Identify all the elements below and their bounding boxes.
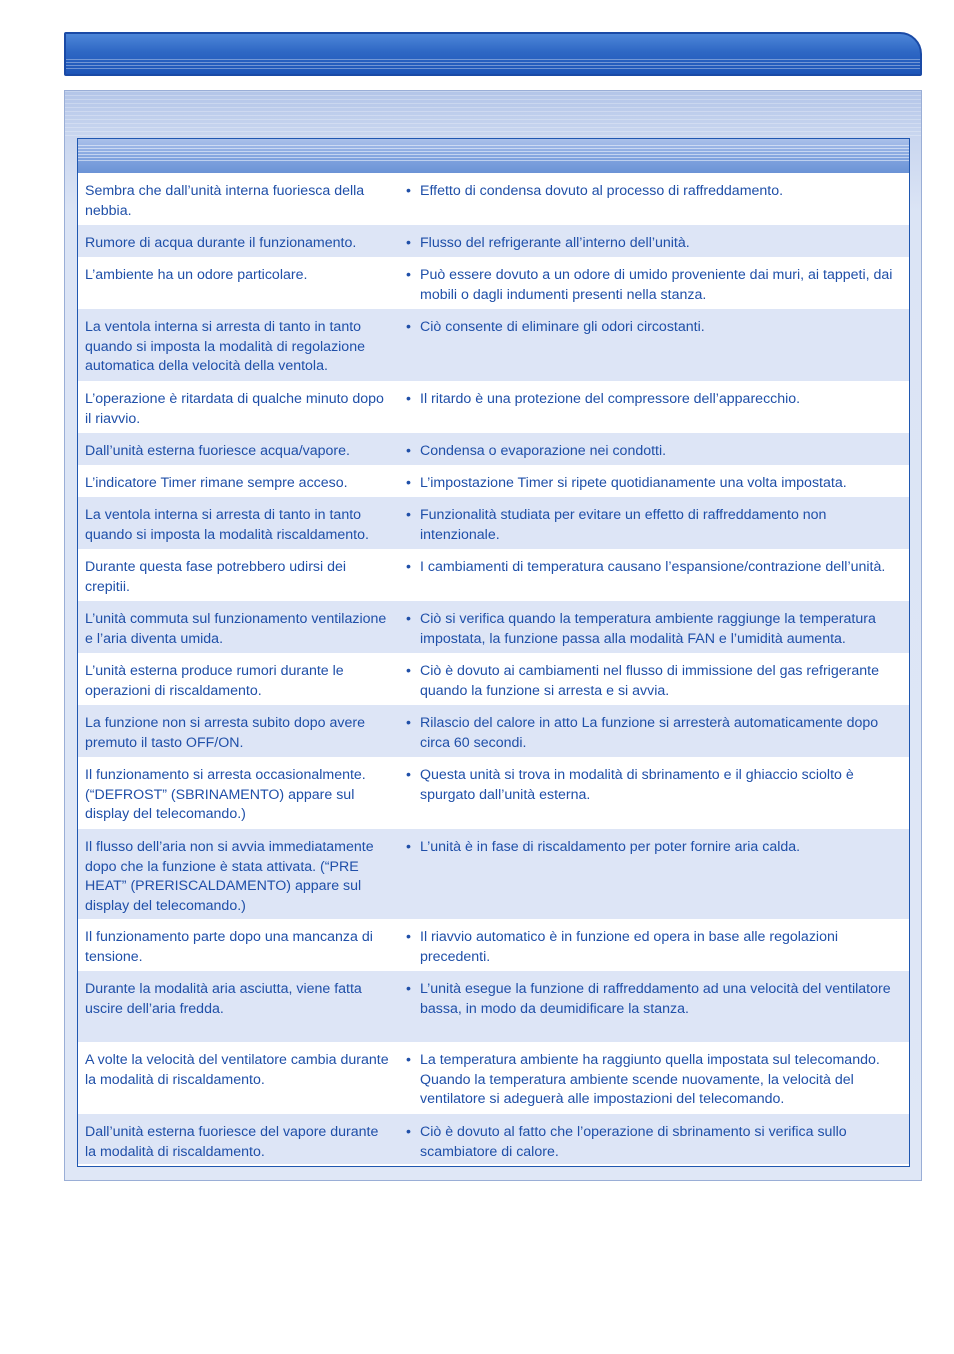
table-row	[78, 971, 909, 1042]
table-header-stripes	[78, 145, 909, 163]
table-row	[78, 1114, 909, 1164]
cause-text: L’impostazione Timer si ripete quotidianamente una volta impostata.	[420, 475, 847, 491]
table-row	[78, 1042, 909, 1114]
bullet-icon: •	[406, 1124, 411, 1140]
bullet-icon: •	[406, 183, 411, 199]
table-row	[78, 225, 909, 257]
cause-text: Flusso del refrigerante all’interno dell’unità.	[420, 235, 690, 251]
table-header	[78, 139, 909, 173]
table-row	[78, 381, 909, 433]
bullet-icon: •	[406, 391, 411, 407]
symptom-text: Durante questa fase potrebbero udirsi dei crepitii.	[85, 559, 347, 595]
symptom-text: Il funzionamento si arresta occasionalmente. (“DEFROST” (SBRINAMENTO) appare sul display del telecomando.)	[85, 767, 366, 822]
cause-text: Questa unità si trova in modalità di sbrinamento e il ghiaccio sciolto è spurgato dall’unità esterna.	[420, 767, 854, 803]
symptom-text: Dall’unità esterna fuoriesce del vapore durante la modalità di riscaldamento.	[85, 1124, 379, 1160]
symptom-text: L’unità esterna produce rumori durante le operazioni di riscaldamento.	[85, 663, 344, 699]
table-row	[78, 919, 909, 971]
table-row	[78, 549, 909, 601]
symptom-text: La funzione non si arresta subito dopo avere premuto il tasto OFF/ON.	[85, 715, 365, 751]
table-row	[78, 309, 909, 381]
bullet-icon: •	[406, 611, 411, 627]
table-row	[78, 829, 909, 919]
cause-text: L’unità è in fase di riscaldamento per poter fornire aria calda.	[420, 839, 801, 855]
bullet-icon: •	[406, 319, 411, 335]
table-row	[78, 601, 909, 653]
bullet-icon: •	[406, 559, 411, 575]
table-rows	[78, 173, 909, 1164]
symptom-text: L’operazione è ritardata di qualche minuto dopo il riavvio.	[85, 391, 384, 427]
troubleshooting-table	[77, 138, 910, 1167]
cause-text: Ciò si verifica quando la temperatura ambiente raggiunge la temperatura impostata, la funzione passa alla modalità FAN e l’umidità aumenta.	[420, 611, 876, 647]
bullet-icon: •	[406, 475, 411, 491]
panel-stripes	[65, 91, 921, 137]
cause-text: Ciò è dovuto al fatto che l’operazione di sbrinamento si verifica sullo scambiatore di calore.	[420, 1124, 847, 1160]
cause-text: Funzionalità studiata per evitare un effetto di raffreddamento non intenzionale.	[420, 507, 827, 543]
bullet-icon: •	[406, 929, 411, 945]
symptom-text: Durante la modalità aria asciutta, viene fatta uscire dell’aria fredda.	[85, 981, 362, 1017]
symptom-text: L’unità commuta sul funzionamento ventilazione e l’aria diventa umida.	[85, 611, 387, 647]
table-row	[78, 465, 909, 497]
symptom-text: Il funzionamento parte dopo una mancanza di tensione.	[85, 929, 373, 965]
bullet-icon: •	[406, 981, 411, 997]
cause-text: La temperatura ambiente ha raggiunto quella impostata sul telecomando. Quando la temperatura ambiente scende nuovamente, la velocità del ventilatore si adeguerà alle impostazioni del telecomando.	[420, 1052, 880, 1107]
bullet-icon: •	[406, 443, 411, 459]
cause-text: Il riavvio automatico è in funzione ed opera in base alle regolazioni precedenti.	[420, 929, 838, 965]
cause-text: Ciò è dovuto ai cambiamenti nel flusso di immissione del gas refrigerante quando la funzione si arresta e si avvia.	[420, 663, 879, 699]
section-header-bar	[64, 32, 922, 76]
cause-text: Ciò consente di eliminare gli odori circostanti.	[420, 319, 705, 335]
cause-text: I cambiamenti di temperatura causano l’espansione/contrazione dell’unità.	[420, 559, 886, 575]
symptom-text: La ventola interna si arresta di tanto in tanto quando si imposta la modalità di regolazione automatica della velocità della ventola.	[85, 319, 365, 374]
table-row	[78, 705, 909, 757]
symptom-text: A volte la velocità del ventilatore cambia durante la modalità di riscaldamento.	[85, 1052, 389, 1088]
symptom-text: Dall’unità esterna fuoriesce acqua/vapore.	[85, 443, 350, 459]
table-row	[78, 173, 909, 225]
cause-text: L’unità esegue la funzione di raffreddamento ad una velocità del ventilatore bassa, in modo da deumidificare la stanza.	[420, 981, 891, 1017]
table-row	[78, 257, 909, 309]
bullet-icon: •	[406, 507, 411, 523]
bullet-icon: •	[406, 267, 411, 283]
cause-text: Rilascio del calore in atto La funzione si arresterà automaticamente dopo circa 60 secondi.	[420, 715, 879, 751]
bullet-icon: •	[406, 767, 411, 783]
symptom-text: L’ambiente ha un odore particolare.	[85, 267, 308, 283]
bullet-icon: •	[406, 715, 411, 731]
cause-text: Può essere dovuto a un odore di umido proveniente dai muri, ai tappeti, dai mobili o dagli indumenti presenti nella stanza.	[420, 267, 893, 303]
bullet-icon: •	[406, 1052, 411, 1068]
bullet-icon: •	[406, 663, 411, 679]
cause-text: Effetto di condensa dovuto al processo di raffreddamento.	[420, 183, 784, 199]
symptom-text: Sembra che dall’unità interna fuoriesca della nebbia.	[85, 183, 365, 219]
symptom-text: Il flusso dell’aria non si avvia immediatamente dopo che la funzione è stata attivata. (“PRE HEAT” (PRERISCALDAMENTO) appare sul display del telecomando.)	[85, 839, 374, 914]
table-row	[78, 497, 909, 549]
symptom-text: L’indicatore Timer rimane sempre acceso.	[85, 475, 348, 491]
symptom-text: Rumore di acqua durante il funzionamento.	[85, 235, 357, 251]
table-row	[78, 653, 909, 705]
table-row	[78, 757, 909, 829]
bullet-icon: •	[406, 235, 411, 251]
table-row	[78, 433, 909, 465]
cause-text: Il ritardo è una protezione del compressore dell’apparecchio.	[420, 391, 801, 407]
symptom-text: La ventola interna si arresta di tanto in tanto quando si imposta la modalità riscaldamento.	[85, 507, 369, 543]
header-stripes	[66, 59, 920, 71]
cause-text: Condensa o evaporazione nei condotti.	[420, 443, 667, 459]
bullet-icon: •	[406, 839, 411, 855]
